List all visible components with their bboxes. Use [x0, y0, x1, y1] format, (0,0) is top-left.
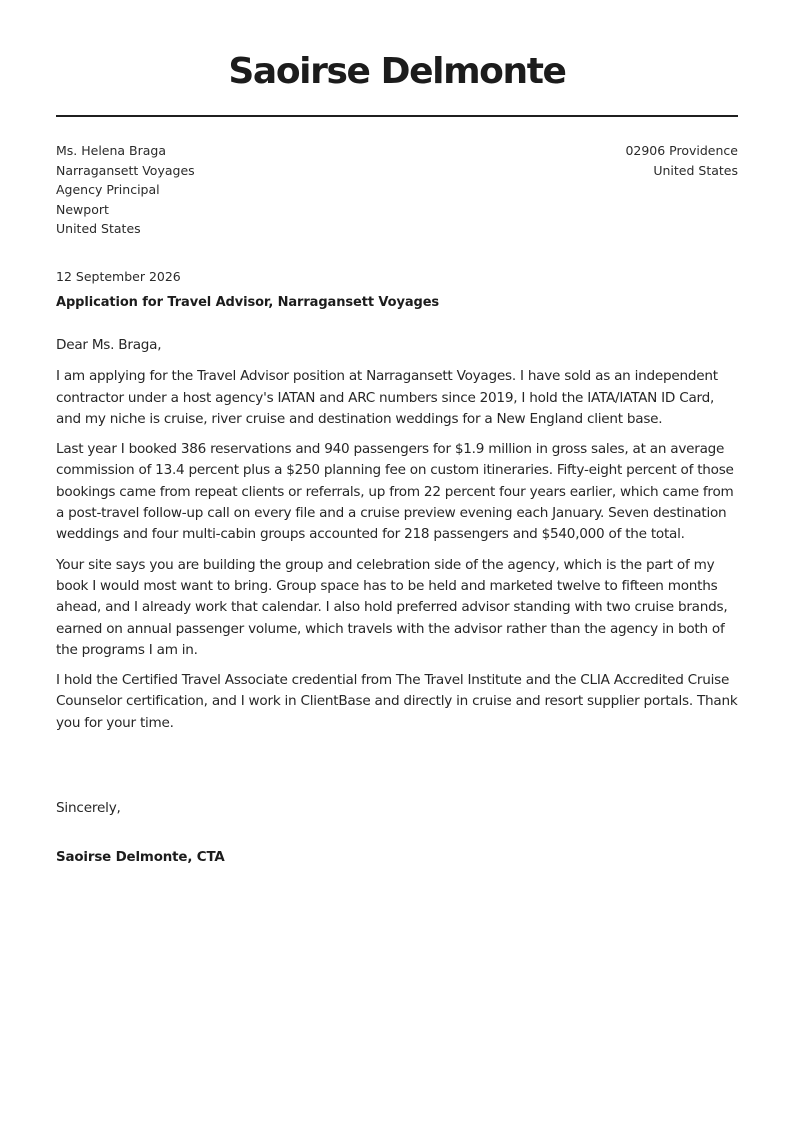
letter-closing: Sincerely,	[56, 800, 121, 816]
body-paragraph: I am applying for the Travel Advisor position at Narragansett Voyages. I have sold as an independent contractor under a host agency's IATAN and ARC numbers since 2019, I hold the IATA/IATAN ID Card, and my niche is cruise, river cruise and destination weddings for a New England client base.	[56, 368, 718, 427]
recipient-title: Agency Principal	[56, 182, 160, 198]
recipient-address	[56, 141, 195, 239]
letter-subject: Application for Travel Advisor, Narragansett Voyages	[56, 295, 440, 310]
letter-date: 12 September 2026	[56, 269, 181, 284]
recipient-company: Narragansett Voyages	[56, 162, 195, 178]
header-divider	[56, 115, 738, 117]
applicant-name: Saoirse Delmonte	[228, 51, 566, 92]
sender-city: 02906 Providence	[625, 143, 738, 158]
recipient-name: Ms. Helena Braga	[56, 143, 167, 158]
letter-body	[56, 335, 742, 743]
sender-country: United States	[653, 162, 738, 178]
letter-signature: Saoirse Delmonte, CTA	[56, 850, 225, 865]
body-paragraph: I hold the Certified Travel Associate credential from The Travel Institute and the CLIA Accredited Cruise Counselor certification, and I work in ClientBase and directly in cruise and resort supplier portals. Thank you for your time.	[56, 672, 738, 731]
recipient-country: United States	[56, 221, 141, 237]
body-paragraph: Your site says you are building the group and celebration side of the agency, which is the part of my book I would most want to bring. Group space has to be held and marketed twelve to fifteen months ahead, and I already work that calendar. I also hold preferred advisor standing with two cruise brands, earned on annual passenger volume, which travels with the advisor rather than the agency in both of the programs I am in.	[56, 556, 728, 658]
recipient-city: Newport	[56, 201, 109, 217]
letter-greeting: Dear Ms. Braga,	[56, 337, 162, 353]
body-paragraph: Last year I booked 386 reservations and 940 passengers for $1.9 million in gross sales, at an average commission of 13.4 percent plus a $250 planning fee on custom itineraries. Fifty-eight percent of those bookings came from repeat clients or referrals, up from 22 percent four years earlier, which came from a post-travel follow-up call on every file and a cruise preview evening each January. Seven destination weddings and four multi-cabin groups accounted for 218 passengers and $540,000 of the total.	[56, 441, 734, 543]
sender-address	[625, 141, 738, 180]
